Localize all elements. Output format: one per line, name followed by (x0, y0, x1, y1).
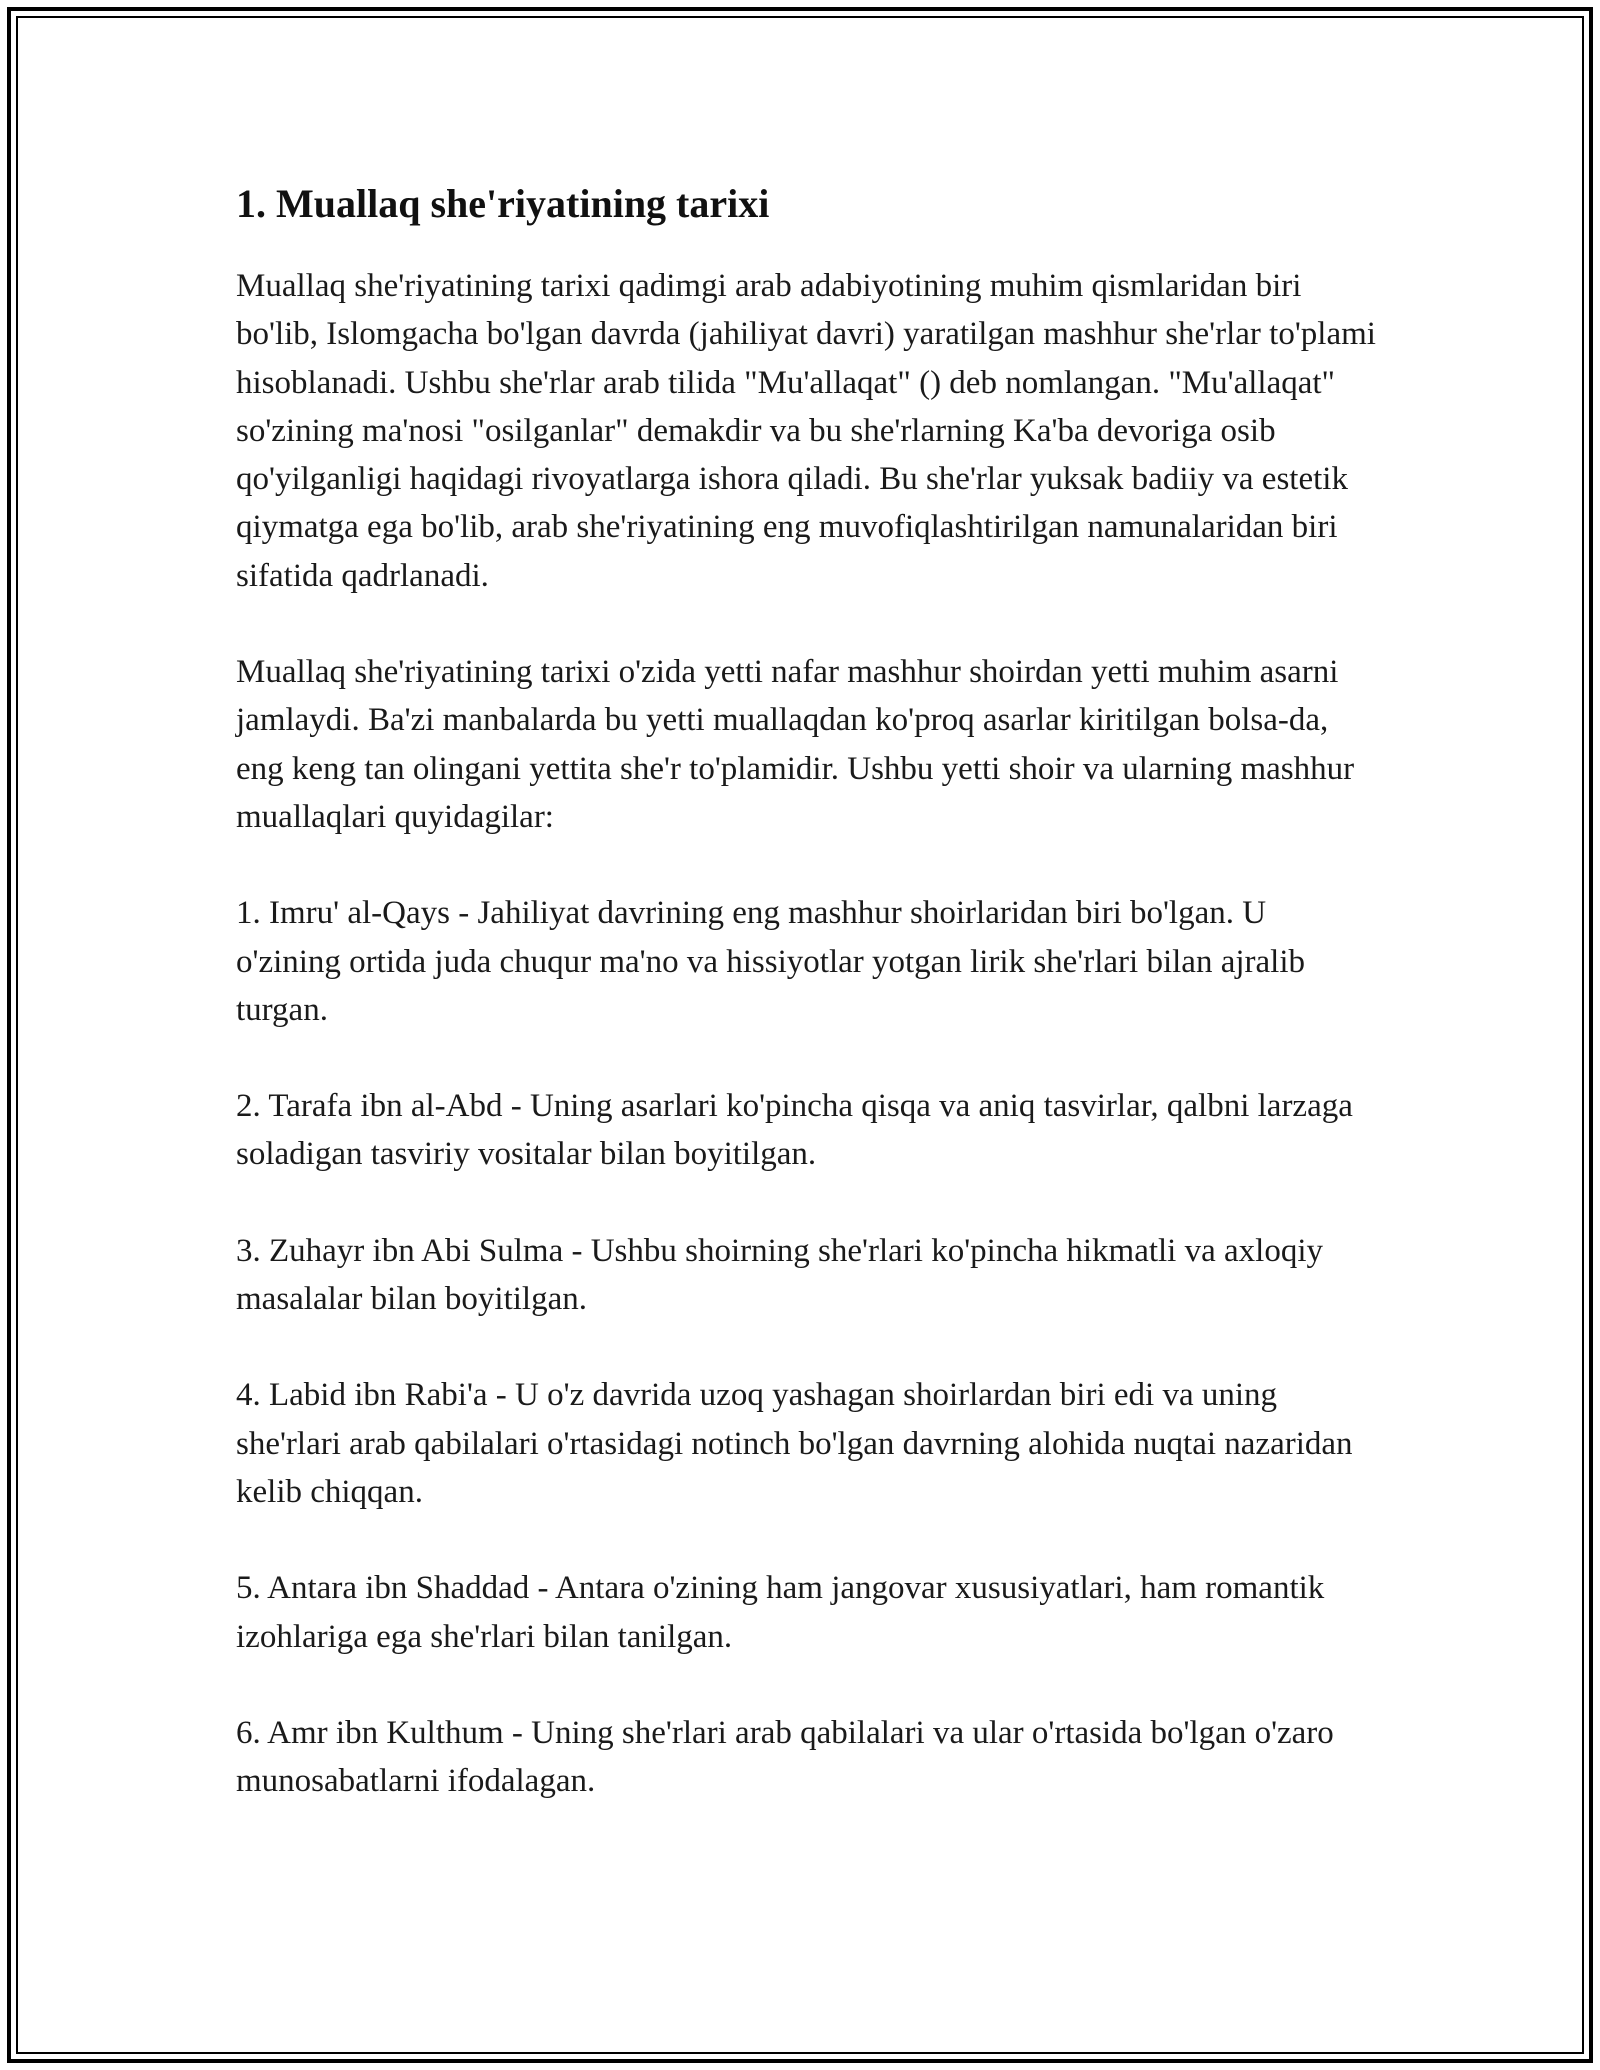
poets-intro-paragraph: Muallaq she'riyatining tarixi o'zida yetti nafar mashhur shoirdan yetti muhim asarni jamlaydi. Ba'zi manbalarda bu yetti muallaqdan ko'proq asarlar kiritilgan bolsa-da, eng keng tan olingani yettita she'r to'plamidir. Ushbu yetti shoir va ularning mashhur muallaqlari quyidagilar: (236, 654, 1355, 835)
list-item-labid: 4. Labid ibn Rabi'a - U o'z davrida uzoq yashagan shoirlardan biri edi va uning she'rlari arab qabilalari o'rtasidagi notinch bo'lgan davrning alohida nuqtai nazaridan kelib chiqqan. (236, 1377, 1353, 1510)
page-title: 1. Muallaq she'riyatining tarixi (236, 181, 770, 226)
list-item-antara: 5. Antara ibn Shaddad - Antara o'zining ham jangovar xususiyatlari, ham romantik izohlariga ega she'rlari bilan tanilgan. (236, 1570, 1325, 1655)
list-item-amr: 6. Amr ibn Kulthum - Uning she'rlari arab qabilalari va ular o'rtasida bo'lgan o'zaro munosabatlarni ifodalagan. (236, 1714, 1334, 1800)
list-item-tarafa: 2. Tarafa ibn al-Abd - Uning asarlari ko'pincha qisqa va aniq tasvirlar, qalbni larzaga soladigan tasviriy vositalar bilan boyitilgan. (236, 1088, 1353, 1173)
list-item-zuhayr: 3. Zuhayr ibn Abi Sulma - Ushbu shoirning she'rlari ko'pincha hikmatli va axloqiy masalalar bilan boyitilgan. (236, 1232, 1323, 1318)
document-body (236, 180, 1376, 1853)
list-item-imru-al-qays: 1. Imru' al-Qays - Jahiliyat davrining eng mashhur shoirlaridan biri bo'lgan. U o'zining ortida juda chuqur ma'no va hissiyotlar yotgan lirik she'rlari bilan ajralib turgan. (236, 895, 1305, 1028)
intro-paragraph: Muallaq she'riyatining tarixi qadimgi arab adabiyotining muhim qismlaridan biri bo'lib, Islomgacha bo'lgan davrda (jahiliyat davri) yaratilgan mashhur she'rlar to'plami hisoblanadi. Ushbu she'rlar arab tilida "Mu'allaqat" () deb nomlangan. "Mu'allaqat" so'zining ma'nosi "osilganlar" demakdir va bu she'rlarning Ka'ba devoriga osib qo'yilganligi haqidagi rivoyatlarga ishora qiladi. Bu she'rlar yuksak badiiy va estetik qiymatga ega bo'lib, arab she'riyatining eng muvofiqlashtirilgan namunalaridan biri sifatida qadrlanadi. (236, 268, 1376, 594)
